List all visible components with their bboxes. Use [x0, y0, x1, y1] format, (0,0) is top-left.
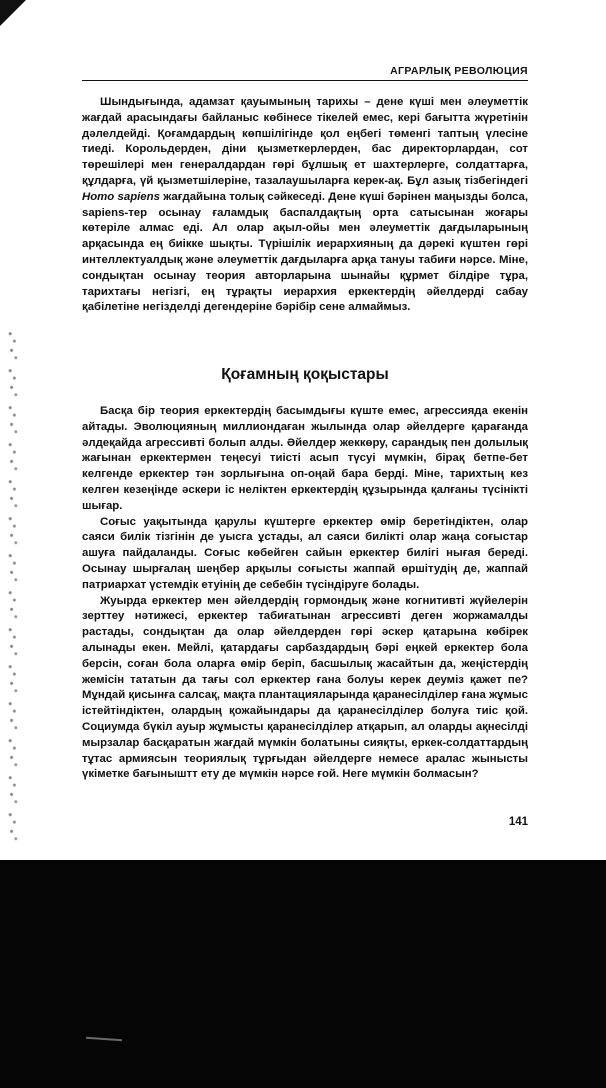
- scan-edge-speckle: [6, 330, 20, 850]
- page-number: 141: [508, 816, 528, 828]
- running-head: АГРАРЛЫҚ РЕВОЛЮЦИЯ: [390, 65, 528, 77]
- section-text-block: [82, 404, 528, 783]
- scan-corner-mark: [0, 0, 26, 26]
- intro-paragraph: [82, 95, 528, 316]
- section-paragraph: Басқа бір теория еркектердің басымдығы күште емес, агрессияда екенін айтады. Эволюцияның миллиондаған жылында олар әйелдерге қарағанда әлдеқайда агрессивті болып алды. Әйелдер жеккөру, сарандық пен долылық жағынан еркектермен теңесуі тиісті асып түсуі мүмкін, бірақ бетпе-бет келгенде еркектер тән зорлығына оп-оңай бара берді. Міне, тарихтың кез келген кезеңінде әскери іс неліктен еркектердің құзырында қалғаны түсінікті шығар.: [82, 405, 528, 512]
- header-rule: [82, 80, 528, 81]
- intro-text-part-1: Шындығында, адамзат қауымының тарихы – дене күші мен әлеуметтік жағдай арасындағы байланыс көбінесе тікелей емес, кері бағытта жүретінін дәлелдейді. Қоғамдардың көпшілігінде қол еңбегі төменгі таптың үлесіне тиеді. Корольдерден, діни қызметкерлерден, бас директорлардан, сот төрешілері мен генералдардан гөрі бұлшық ет шахтерлерге, солдаттарға, құлдарға, үй қызметшілеріне, тазалаушыларға керек-ақ. Бұл азық тізбегіндегі: [82, 96, 528, 187]
- intro-text-block: [82, 95, 528, 316]
- scan-dark-border: [0, 860, 606, 1088]
- species-name-italic: Homo sapiens: [82, 190, 160, 203]
- section-paragraph: Жуырда еркектер мен әйелдердің гормондық және когнитивті жүйелерін зерттеу нәтижесі, еркектер табиғатынан агрессивті деген жоржамалды растады, сондықтан да олар әйелдерден гөрі әскер қатарына көбірек алынады екен. Мейлі, қатардағы сарбаздардың бәрі еңкей еркектер бола берсін, соған бола оларға өмір беріп, басшылық жасайтын да, жеңістердің жемісін тататын да тағы сол еркектер ғана болуы керек деуміз қажет пе? Мұндай қисынға салсақ, мақта плантацияларында қаранесілділер ғана жұмыс істейтіндіктен, олардың қожайындары да қаранесілділер болуға тиіс қой. Социумда бүкіл ауыр жұмысты қаранесілділер атқарып, ал оларды ақнесілді мырзалар басқаратын жағдай мүмкін болатыны сияқты, еркек-солдаттардың тұтас армиясын теориялық тұрғыдан әйелдерге немесе аралас жынысты үкіметке бағыныштт ету де мүмкін нәрсе ғой. Неге мүмкін болмасын?: [82, 594, 528, 781]
- section-heading: Қоғамның қоқыстары: [221, 366, 389, 383]
- intro-text-part-2: жағдайына толық сәйкеседі. Дене күші бәрінен маңызды болса, sapiens-тер осынау ғаламдық баспалдақтың орта сатысынан жоғары көтеріле алмас еді. Ал олар ақыл-ойы мен әлеуметтік дағдыларының арқасында ең биікке шықты. Түрішілік иерархияның да дәрекі күштен гөрі интеллектуалдық және әлеуметтік дағдыларға арқа тануы табиғи нәрсе. Міне, сондықтан осынау теория авторларына шынайы құрмет білдіре тұра, тарихтағы негізгі, ең тұрақты иерархия еркектердің әйелдерді сабау қабілетіне негізделді дегендеріне бәрібір сене алмаймыз.: [82, 190, 529, 314]
- section-paragraph: Соғыс уақытында қарулы күштерге еркектер өмір беретіндіктен, олар саяси билік тізгінін де уысга ұстады, ал саяси билікті олар жаңа соғыстар ашуға пайдаланды. Соғыс көбейген сайын еркектер билігі нығая береді. Осынау шырғалаң шеңбер арқылы соғысты жаппай өршітудің де, жаппай патриархат үстемдік етуінің де себебін түсіндіруге болады.: [82, 515, 528, 591]
